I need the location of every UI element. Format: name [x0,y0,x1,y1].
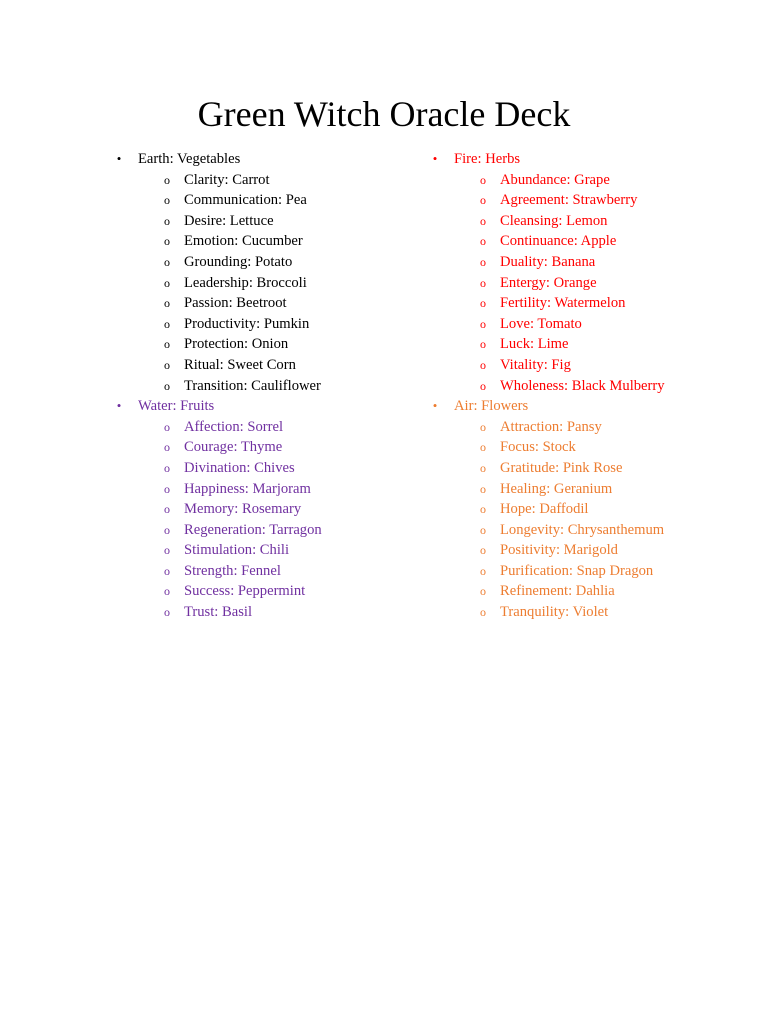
list-item [428,170,768,191]
category-water [112,396,452,623]
circle-bullet-icon: o [480,605,486,620]
list-item [428,561,768,582]
circle-bullet-icon: o [480,296,486,311]
circle-bullet-icon: o [164,357,170,372]
list-item-label: Wholeness: Black Mulberry [500,377,665,394]
list-item [112,520,452,541]
circle-bullet-icon: o [164,378,170,393]
circle-bullet-icon: o [480,460,486,475]
list-item-label: Attraction: Pansy [500,418,602,435]
list-item-label: Agreement: Strawberry [500,192,638,209]
list-item-label: Stimulation: Chili [184,542,290,559]
list-item [428,602,768,623]
list-item-label: Divination: Chives [184,459,295,476]
list-item-label: Communication: Pea [184,192,307,209]
list-item [428,273,768,294]
bullet-icon: • [432,398,438,414]
circle-bullet-icon: o [164,193,170,208]
circle-bullet-icon: o [164,502,170,517]
list-item [428,252,768,273]
card-list [112,417,452,623]
circle-bullet-icon: o [164,440,170,455]
list-item-label: Luck: Lime [500,336,569,353]
category-label: Air: Flowers [454,398,529,415]
list-item-label: Duality: Banana [500,253,596,270]
circle-bullet-icon: o [164,419,170,434]
circle-bullet-icon: o [480,275,486,290]
list-item [112,602,452,623]
card-list [428,417,768,623]
bullet-icon: • [432,151,438,166]
list-item-label: Transition: Cauliflower [184,377,321,394]
list-item [428,581,768,602]
category-earth [112,149,452,396]
list-item-label: Tranquility: Violet [500,604,609,621]
circle-bullet-icon: o [164,481,170,496]
list-item-label: Productivity: Pumkin [184,315,310,332]
list-item [428,499,768,520]
circle-bullet-icon: o [480,440,486,455]
list-item [112,252,452,273]
list-item-label: Protection: Onion [184,336,289,353]
list-item [112,437,452,458]
circle-bullet-icon: o [164,337,170,352]
list-item-label: Grounding: Potato [184,253,293,270]
circle-bullet-icon: o [480,337,486,352]
list-item [428,479,768,500]
circle-bullet-icon: o [164,296,170,311]
list-item-label: Hope: Daffodil [500,501,589,518]
category-heading [428,149,768,170]
circle-bullet-icon: o [480,378,486,393]
circle-bullet-icon: o [480,522,486,537]
category-label: Earth: Vegetables [138,151,241,167]
list-item [428,190,768,211]
list-item-label: Passion: Beetroot [184,295,287,312]
circle-bullet-icon: o [164,605,170,620]
list-item [428,376,768,397]
circle-bullet-icon: o [164,213,170,228]
circle-bullet-icon: o [480,316,486,331]
list-item [428,211,768,232]
circle-bullet-icon: o [480,419,486,434]
circle-bullet-icon: o [164,316,170,331]
list-item [112,376,452,397]
list-item [112,273,452,294]
list-item-label: Clarity: Carrot [184,171,270,188]
circle-bullet-icon: o [480,481,486,496]
list-item-label: Continuance: Apple [500,233,617,250]
list-item [428,355,768,376]
circle-bullet-icon: o [164,543,170,558]
circle-bullet-icon: o [164,172,170,187]
list-item-label: Fertility: Watermelon [500,295,626,312]
circle-bullet-icon: o [164,563,170,578]
list-item [112,355,452,376]
list-item [428,293,768,314]
category-heading [112,149,452,170]
list-item-label: Longevity: Chrysanthemum [500,521,665,538]
list-item [428,231,768,252]
list-item [112,170,452,191]
circle-bullet-icon: o [480,172,486,187]
list-item-label: Desire: Lettuce [184,212,274,229]
circle-bullet-icon: o [164,584,170,599]
list-item [112,540,452,561]
circle-bullet-icon: o [164,275,170,290]
circle-bullet-icon: o [480,563,486,578]
left-column [112,149,452,623]
category-air [428,396,768,623]
list-item [428,314,768,335]
list-item [428,334,768,355]
list-item-label: Emotion: Cucumber [184,233,303,250]
circle-bullet-icon: o [480,234,486,249]
circle-bullet-icon: o [480,213,486,228]
list-item-label: Focus: Stock [500,439,576,456]
list-item [112,458,452,479]
list-item-label: Memory: Rosemary [184,501,302,518]
bullet-icon: • [116,151,122,166]
list-item-label: Happiness: Marjoram [184,480,311,497]
list-item-label: Entergy: Orange [500,274,597,291]
list-item-label: Strength: Fennel [184,562,281,579]
list-item-label: Leadership: Broccoli [184,274,307,291]
card-list [428,170,768,397]
list-item [112,334,452,355]
circle-bullet-icon: o [164,234,170,249]
list-item [112,581,452,602]
list-item [428,520,768,541]
list-item-label: Positivity: Marigold [500,542,618,559]
list-item [112,211,452,232]
list-item [112,561,452,582]
page-title: Green Witch Oracle Deck [197,94,571,134]
list-item-label: Love: Tomato [500,315,582,332]
list-item [112,499,452,520]
category-heading [112,396,452,417]
circle-bullet-icon: o [480,193,486,208]
list-item [112,417,452,438]
category-label: Fire: Herbs [454,151,521,167]
category-heading [428,396,768,417]
list-item [112,293,452,314]
right-column [428,149,768,623]
list-item-label: Refinement: Dahlia [500,583,615,600]
list-item [112,231,452,252]
category-fire [428,149,768,396]
list-item-label: Affection: Sorrel [184,418,284,435]
list-item-label: Cleansing: Lemon [500,212,608,229]
card-list [112,170,452,397]
list-item [428,540,768,561]
list-item-label: Ritual: Sweet Corn [184,356,296,373]
list-item-label: Trust: Basil [184,604,252,621]
circle-bullet-icon: o [480,543,486,558]
category-label: Water: Fruits [138,398,215,415]
circle-bullet-icon: o [164,522,170,537]
list-item-label: Success: Peppermint [184,583,306,600]
list-item [112,479,452,500]
circle-bullet-icon: o [480,584,486,599]
list-item [112,190,452,211]
circle-bullet-icon: o [480,357,486,372]
bullet-icon: • [116,398,122,414]
list-item-label: Courage: Thyme [184,439,283,456]
list-item [112,314,452,335]
list-item-label: Regeneration: Tarragon [184,521,322,538]
circle-bullet-icon: o [164,254,170,269]
list-item-label: Vitality: Fig [500,356,571,373]
circle-bullet-icon: o [164,460,170,475]
circle-bullet-icon: o [480,502,486,517]
list-item-label: Gratitude: Pink Rose [500,459,623,476]
circle-bullet-icon: o [480,254,486,269]
list-item-label: Healing: Geranium [500,480,613,497]
list-item [428,458,768,479]
list-item-label: Purification: Snap Dragon [500,562,654,579]
list-item [428,417,768,438]
list-item [428,437,768,458]
list-item-label: Abundance: Grape [500,171,610,188]
